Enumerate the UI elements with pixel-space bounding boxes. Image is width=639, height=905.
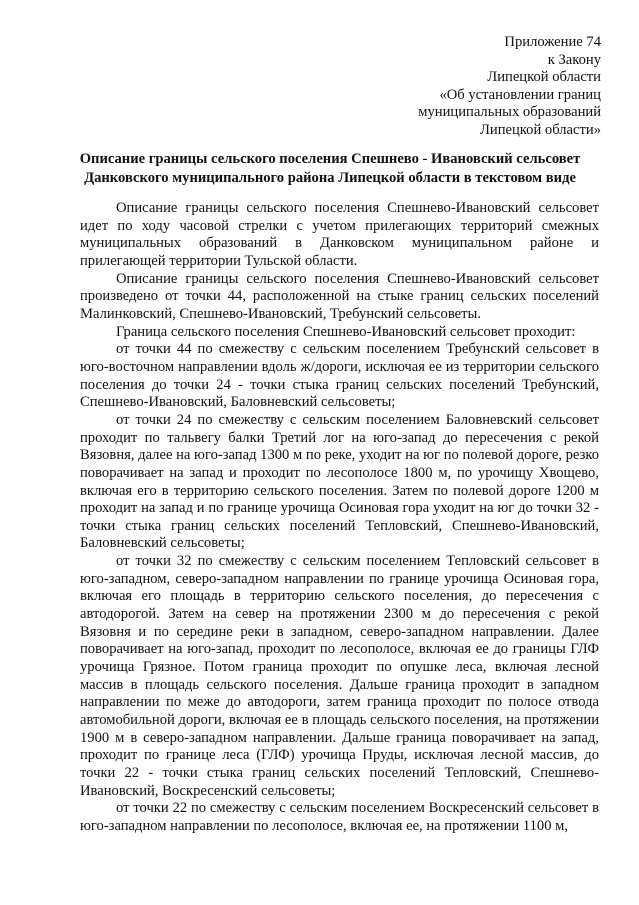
paragraph: Описание границы сельского поселения Спешнево-Ивановский сельсовет идет по ходу часовой стрелки с учетом прилегающих территорий смежных муниципальных образований в Данковском муниципальном районе и прилегающей территории Тульской области. bbox=[80, 200, 599, 269]
paragraph: Граница сельского поселения Спешнево-Ивановский сельсовет проходит: bbox=[116, 323, 576, 340]
paragraph: от точки 44 по смежеству с сельским поселением Требунский сельсовет в юго-восточном направлении вдоль ж/дороги, исключая ее из территории сельского поселения до точки 24 - точки стыка границ сельских поселений Требунский, Спешнево-Ивановский, Баловневский сельсоветы; bbox=[80, 341, 599, 411]
paragraph: от точки 24 по смежеству с сельским поселением Баловневский сельсовет проходит по тальвегу балки Третий лог на юго-запад до пересечения с рекой Вязовня, далее на юго-запад 1300 м по реке, уходит на юг по полевой дороге, резко поворачивает на запад и проходит по лесополосе 1800 м, по урочищу Хвощево, включая его в территорию сельского поселения. Затем по полевой дороге 1200 м проходит на запад и по границе урочища Осиновая гора уходит на юг до точки 32 - точки стыка границ сельских поселений Тепловский, Спешнево-Ивановский, Баловневский сельсоветы; bbox=[80, 411, 599, 552]
paragraph: Описание границы сельского поселения Спешнево-Ивановский сельсовет произведено от точки 44, расположенной на стыке границ сельских поселений Малинковский, Спешнево-Ивановский, Требунский сельсоветы. bbox=[80, 270, 599, 322]
document-title bbox=[70, 150, 590, 188]
paragraph: от точки 32 по смежеству с сельским поселением Тепловский сельсовет в юго-западном, северо-западном направлении по границе урочища Осиновая гора, включая его площадь в территорию сельского поселения, до пересечения с автодорогой. Затем на север на протяжении 2300 м до пересечения с рекой Вязовня и по середине реки в западном, северо-западном направлении. Далее поворачивает на юго-запад, проходит по лесополосе, включая ее до границы ГЛФ урочища Грязное. Потом граница проходит по опушке леса, включая лесной массив в площадь сельского поселения. Дальше граница проходит в западном направлении по меже до автодороги, затем граница проходит по полосе отвода автомобильной дороги, включая ее в площадь сельского поселения, на протяжении 1900 м в северо-западном направлении. Дальше граница поворачивает на запад, проходит по границе леса (ГЛФ) урочища Пруды, исключая лесной массив, до точки 22 - точки стыка границ сельских поселений Тепловский, Спешнево-Ивановский, Воскресенский сельсоветы; bbox=[80, 553, 599, 799]
appendix-header bbox=[418, 34, 601, 140]
title-line: Описание границы сельского поселения Спешнево - Ивановский сельсовет bbox=[79, 151, 581, 167]
title-line: Данковского муниципального района Липецкой области в текстовом виде bbox=[84, 170, 576, 186]
appendix-line: к Закону bbox=[547, 51, 601, 68]
appendix-line: Приложение 74 bbox=[504, 34, 601, 50]
paragraph: от точки 22 по смежеству с сельским поселением Воскресенский сельсовет в юго-западном направлении по лесополосе, включая ее, на протяжении 1100 м, bbox=[80, 800, 599, 834]
appendix-line: муниципальных образований bbox=[418, 104, 601, 121]
appendix-line: Липецкой области» bbox=[480, 121, 601, 138]
appendix-line: Липецкой области bbox=[487, 69, 601, 86]
appendix-line: «Об установлении границ bbox=[439, 86, 601, 103]
document-body bbox=[80, 200, 599, 836]
